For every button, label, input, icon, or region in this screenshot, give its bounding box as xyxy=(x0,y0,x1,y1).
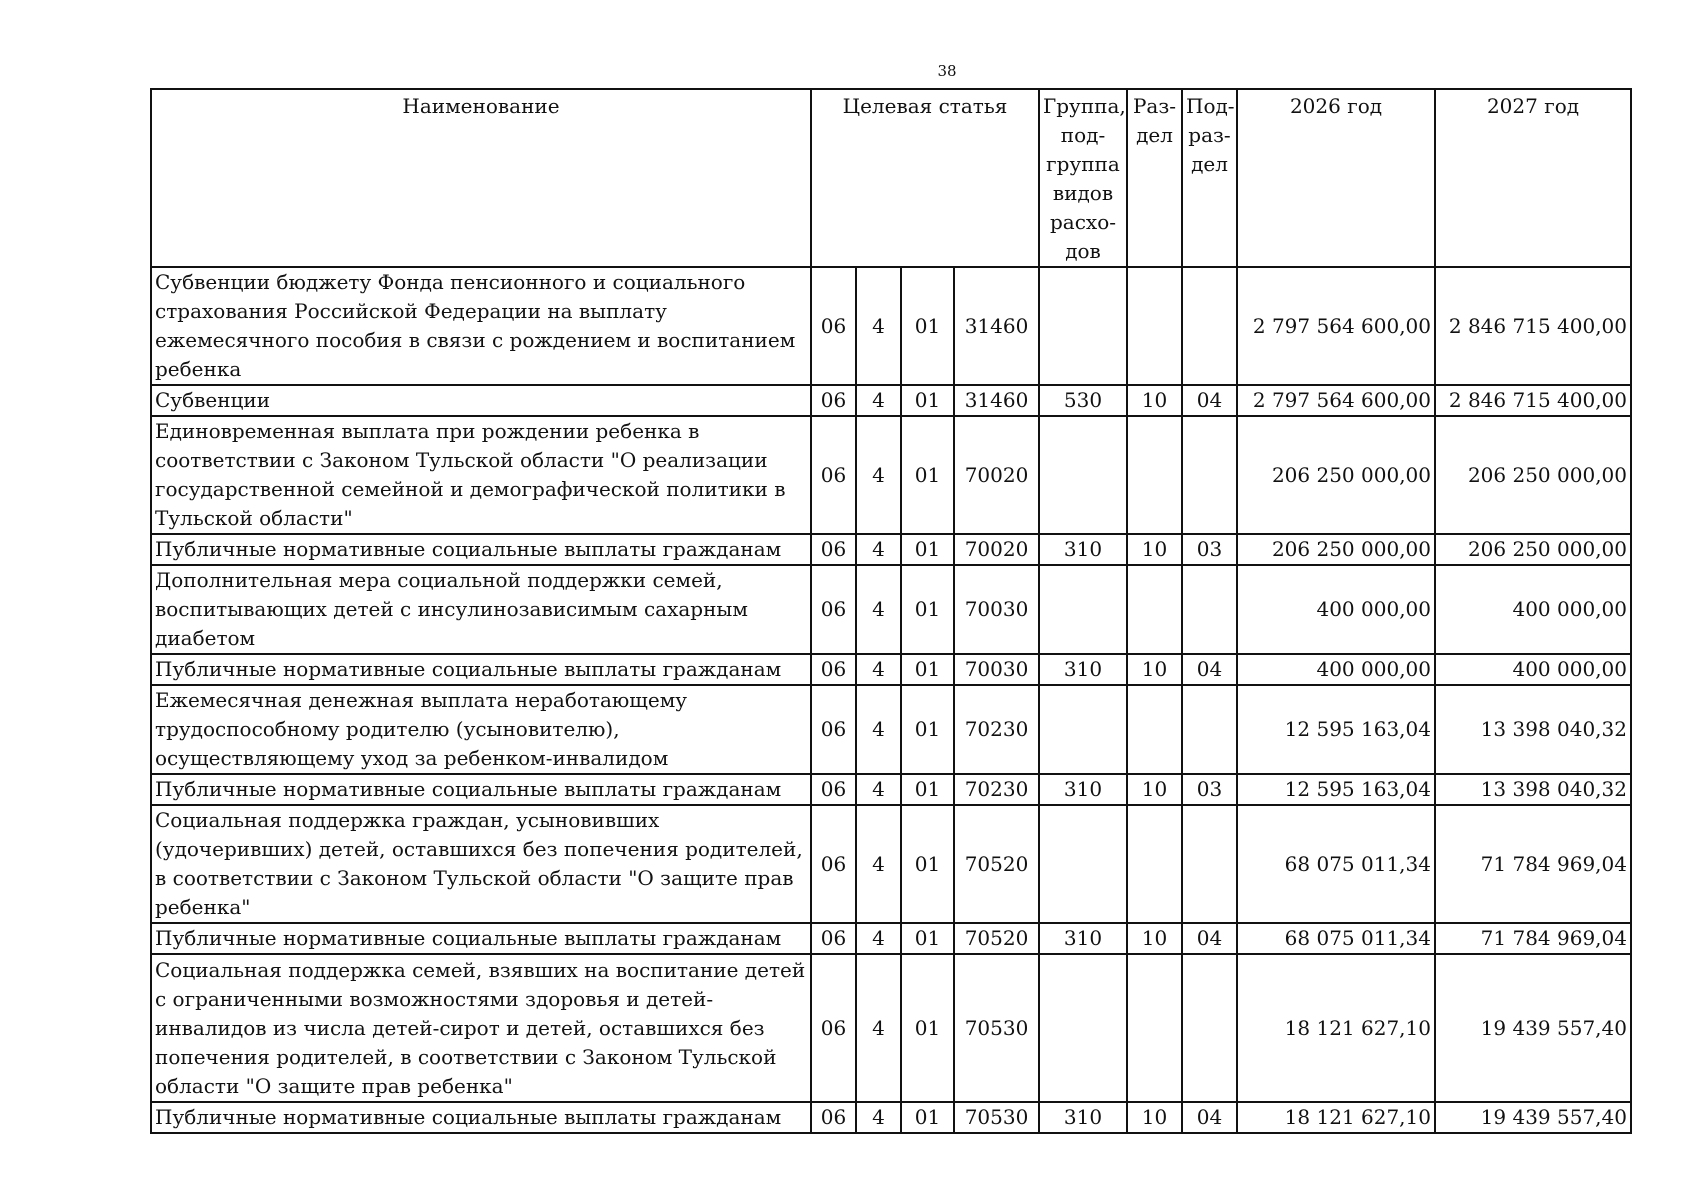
target-code-number: 70530 xyxy=(954,1102,1039,1133)
target-code-part: 06 xyxy=(811,534,856,565)
section-cell xyxy=(1127,565,1182,654)
expense-group-cell: 310 xyxy=(1039,534,1127,565)
target-code-part: 06 xyxy=(811,416,856,534)
subsection-cell: 04 xyxy=(1182,923,1237,954)
target-code-number: 70020 xyxy=(954,534,1039,565)
subsection-cell: 03 xyxy=(1182,534,1237,565)
target-code-part: 01 xyxy=(901,954,954,1102)
expense-group-cell xyxy=(1039,685,1127,774)
target-code-part: 01 xyxy=(901,923,954,954)
header-expense-group: Группа, под-группа видов расхо-дов xyxy=(1039,89,1127,267)
amount-2026: 68 075 011,34 xyxy=(1237,923,1435,954)
header-year-2026: 2026 год xyxy=(1237,89,1435,267)
target-code-part: 4 xyxy=(856,923,901,954)
target-code-part: 01 xyxy=(901,685,954,774)
target-code-part: 01 xyxy=(901,774,954,805)
target-code-part: 06 xyxy=(811,954,856,1102)
target-code-part: 4 xyxy=(856,385,901,416)
amount-2027: 19 439 557,40 xyxy=(1435,1102,1631,1133)
row-name: Ежемесячная денежная выплата неработающему трудоспособному родителю (усыновителю), осуществляющему уход за ребенком-инвалидом xyxy=(151,685,811,774)
target-code-part: 01 xyxy=(901,267,954,385)
amount-2027: 71 784 969,04 xyxy=(1435,805,1631,923)
target-code-part: 4 xyxy=(856,654,901,685)
target-code-part: 06 xyxy=(811,805,856,923)
subsection-cell: 04 xyxy=(1182,1102,1237,1133)
table-row xyxy=(151,923,1631,954)
target-code-part: 4 xyxy=(856,267,901,385)
amount-2027: 13 398 040,32 xyxy=(1435,774,1631,805)
amount-2026: 12 595 163,04 xyxy=(1237,774,1435,805)
section-cell xyxy=(1127,954,1182,1102)
target-code-number: 31460 xyxy=(954,267,1039,385)
target-code-part: 06 xyxy=(811,1102,856,1133)
table-row xyxy=(151,805,1631,923)
amount-2026: 18 121 627,10 xyxy=(1237,954,1435,1102)
row-name: Дополнительная мера социальной поддержки семей, воспитывающих детей с инсулинозависимым сахарным диабетом xyxy=(151,565,811,654)
amount-2027: 19 439 557,40 xyxy=(1435,954,1631,1102)
table-row xyxy=(151,954,1631,1102)
target-code-part: 4 xyxy=(856,805,901,923)
row-name: Публичные нормативные социальные выплаты гражданам xyxy=(151,774,811,805)
target-code-number: 31460 xyxy=(954,385,1039,416)
target-code-part: 01 xyxy=(901,534,954,565)
section-cell: 10 xyxy=(1127,534,1182,565)
section-cell: 10 xyxy=(1127,654,1182,685)
expense-group-cell: 310 xyxy=(1039,654,1127,685)
row-name: Публичные нормативные социальные выплаты гражданам xyxy=(151,534,811,565)
section-cell: 10 xyxy=(1127,923,1182,954)
section-cell: 10 xyxy=(1127,1102,1182,1133)
subsection-cell: 03 xyxy=(1182,774,1237,805)
subsection-cell: 04 xyxy=(1182,654,1237,685)
table-row xyxy=(151,565,1631,654)
subsection-cell xyxy=(1182,267,1237,385)
amount-2026: 206 250 000,00 xyxy=(1237,534,1435,565)
target-code-part: 01 xyxy=(901,654,954,685)
table-row xyxy=(151,1102,1631,1133)
amount-2027: 400 000,00 xyxy=(1435,654,1631,685)
amount-2027: 71 784 969,04 xyxy=(1435,923,1631,954)
section-cell xyxy=(1127,416,1182,534)
table-row xyxy=(151,534,1631,565)
table-row xyxy=(151,385,1631,416)
table-body xyxy=(151,267,1631,1133)
row-name: Социальная поддержка семей, взявших на воспитание детей с ограниченными возможностями здоровья и детей-инвалидов из числа детей-сирот и детей, оставшихся без попечения родителей, в соответствии с Законом Тульской области "О защите прав ребенка" xyxy=(151,954,811,1102)
header-section: Раз-дел xyxy=(1127,89,1182,267)
page-number: 38 xyxy=(937,62,957,80)
expense-group-cell xyxy=(1039,565,1127,654)
section-cell xyxy=(1127,685,1182,774)
target-code-number: 70230 xyxy=(954,774,1039,805)
target-code-part: 06 xyxy=(811,774,856,805)
target-code-part: 01 xyxy=(901,565,954,654)
target-code-part: 4 xyxy=(856,416,901,534)
target-code-part: 06 xyxy=(811,385,856,416)
table-row xyxy=(151,267,1631,385)
subsection-cell xyxy=(1182,954,1237,1102)
subsection-cell xyxy=(1182,416,1237,534)
table-row xyxy=(151,774,1631,805)
row-name: Субвенции xyxy=(151,385,811,416)
amount-2026: 12 595 163,04 xyxy=(1237,685,1435,774)
row-name: Публичные нормативные социальные выплаты гражданам xyxy=(151,1102,811,1133)
expense-group-cell xyxy=(1039,416,1127,534)
header-target-article: Целевая статья xyxy=(811,89,1039,267)
header-year-2027: 2027 год xyxy=(1435,89,1631,267)
row-name: Публичные нормативные социальные выплаты гражданам xyxy=(151,923,811,954)
table-row xyxy=(151,685,1631,774)
section-cell xyxy=(1127,267,1182,385)
amount-2026: 400 000,00 xyxy=(1237,654,1435,685)
expense-group-cell: 310 xyxy=(1039,923,1127,954)
expense-group-cell xyxy=(1039,267,1127,385)
expense-group-cell xyxy=(1039,805,1127,923)
target-code-number: 70530 xyxy=(954,954,1039,1102)
target-code-part: 01 xyxy=(901,385,954,416)
target-code-part: 06 xyxy=(811,923,856,954)
target-code-part: 06 xyxy=(811,565,856,654)
target-code-part: 01 xyxy=(901,416,954,534)
subsection-cell xyxy=(1182,805,1237,923)
table-row xyxy=(151,654,1631,685)
amount-2026: 18 121 627,10 xyxy=(1237,1102,1435,1133)
amount-2027: 2 846 715 400,00 xyxy=(1435,385,1631,416)
target-code-part: 01 xyxy=(901,805,954,923)
header-name: Наименование xyxy=(151,89,811,267)
header-subsection: Под-раз-дел xyxy=(1182,89,1237,267)
row-name: Единовременная выплата при рождении ребенка в соответствии с Законом Тульской области "О реализации государственной семейной и демографической политики в Тульской области" xyxy=(151,416,811,534)
target-code-number: 70230 xyxy=(954,685,1039,774)
amount-2026: 68 075 011,34 xyxy=(1237,805,1435,923)
target-code-number: 70520 xyxy=(954,923,1039,954)
target-code-part: 4 xyxy=(856,954,901,1102)
target-code-part: 4 xyxy=(856,774,901,805)
row-name: Социальная поддержка граждан, усыновивших (удочеривших) детей, оставшихся без попечения родителей, в соответствии с Законом Тульской области "О защите прав ребенка" xyxy=(151,805,811,923)
subsection-cell xyxy=(1182,565,1237,654)
target-code-number: 70030 xyxy=(954,565,1039,654)
amount-2026: 206 250 000,00 xyxy=(1237,416,1435,534)
amount-2027: 13 398 040,32 xyxy=(1435,685,1631,774)
target-code-part: 4 xyxy=(856,534,901,565)
section-cell: 10 xyxy=(1127,385,1182,416)
amount-2027: 206 250 000,00 xyxy=(1435,534,1631,565)
amount-2027: 400 000,00 xyxy=(1435,565,1631,654)
header-row xyxy=(151,89,1631,267)
budget-table xyxy=(150,88,1632,1134)
expense-group-cell: 530 xyxy=(1039,385,1127,416)
section-cell: 10 xyxy=(1127,774,1182,805)
row-name: Публичные нормативные социальные выплаты гражданам xyxy=(151,654,811,685)
expense-group-cell xyxy=(1039,954,1127,1102)
target-code-part: 4 xyxy=(856,565,901,654)
row-name: Субвенции бюджету Фонда пенсионного и социального страхования Российской Федерации на выплату ежемесячного пособия в связи с рождением и воспитанием ребенка xyxy=(151,267,811,385)
amount-2027: 2 846 715 400,00 xyxy=(1435,267,1631,385)
target-code-number: 70020 xyxy=(954,416,1039,534)
target-code-part: 4 xyxy=(856,1102,901,1133)
target-code-part: 4 xyxy=(856,685,901,774)
amount-2027: 206 250 000,00 xyxy=(1435,416,1631,534)
target-code-part: 06 xyxy=(811,267,856,385)
subsection-cell xyxy=(1182,685,1237,774)
target-code-number: 70520 xyxy=(954,805,1039,923)
table-row xyxy=(151,416,1631,534)
target-code-part: 06 xyxy=(811,685,856,774)
amount-2026: 400 000,00 xyxy=(1237,565,1435,654)
subsection-cell: 04 xyxy=(1182,385,1237,416)
target-code-part: 01 xyxy=(901,1102,954,1133)
amount-2026: 2 797 564 600,00 xyxy=(1237,267,1435,385)
expense-group-cell: 310 xyxy=(1039,1102,1127,1133)
target-code-part: 06 xyxy=(811,654,856,685)
section-cell xyxy=(1127,805,1182,923)
target-code-number: 70030 xyxy=(954,654,1039,685)
amount-2026: 2 797 564 600,00 xyxy=(1237,385,1435,416)
expense-group-cell: 310 xyxy=(1039,774,1127,805)
